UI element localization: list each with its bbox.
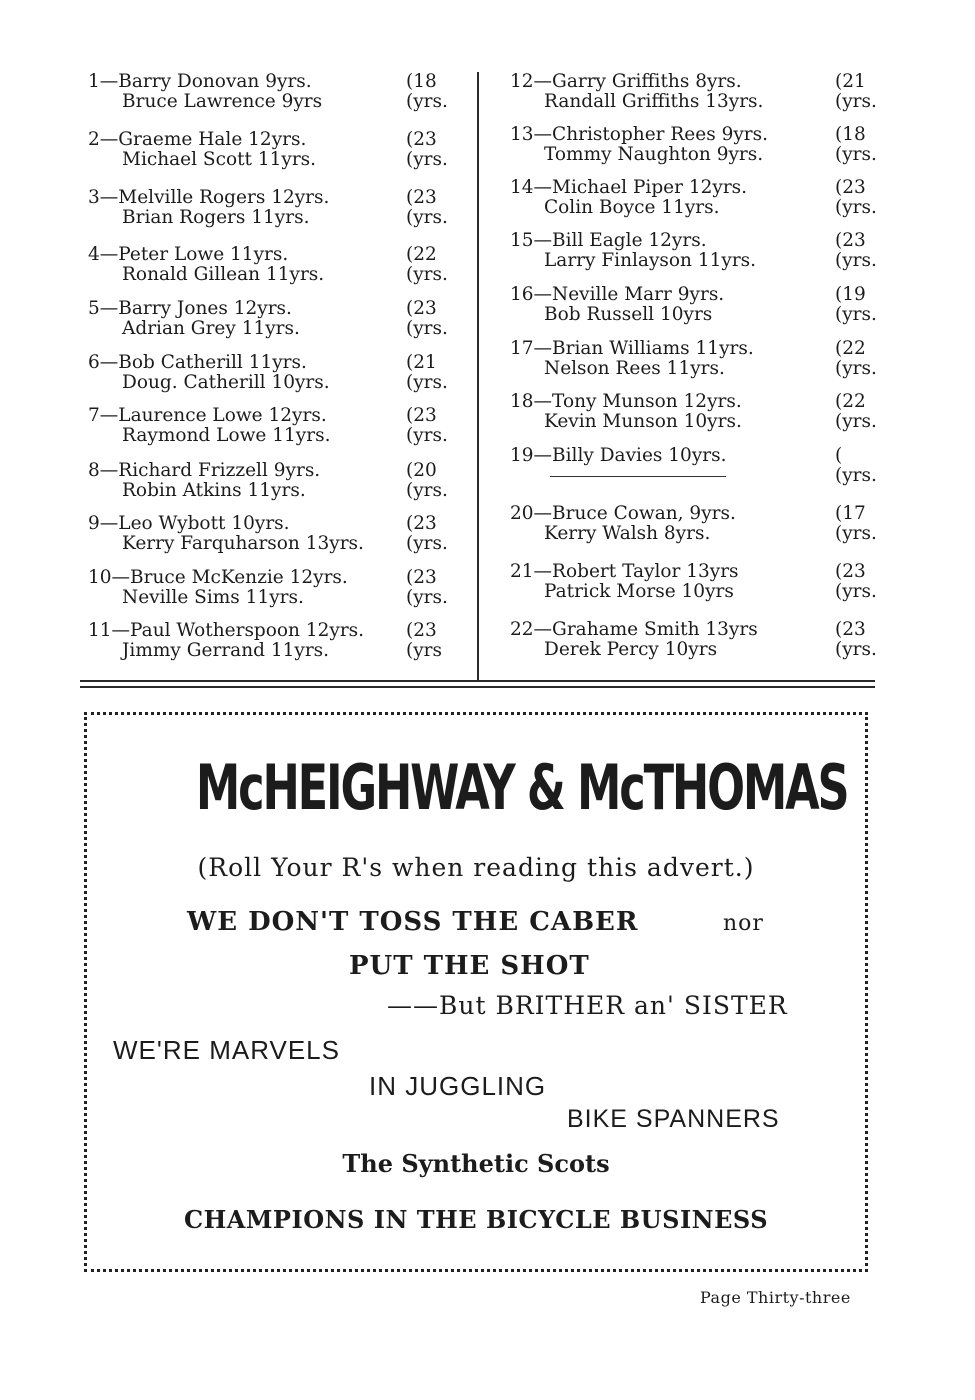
entry-13 <box>510 125 882 165</box>
entry-line-1 <box>88 245 458 265</box>
entry-age-open: (18 <box>835 124 866 145</box>
entry-10 <box>88 568 458 608</box>
entry-age-close: (yrs. <box>835 581 877 602</box>
entry-line-1 <box>88 514 458 534</box>
entry-line-1 <box>510 178 882 198</box>
entry-name-2: Jimmy Gerrand 11yrs. <box>122 640 330 661</box>
entry-dash: — <box>533 230 553 251</box>
entry-name-2: Randall Griffiths 13yrs. <box>544 91 764 112</box>
entry-number-name: 5 <box>88 298 100 319</box>
entry-line-2 <box>510 582 882 602</box>
entry-dash: — <box>99 244 119 265</box>
entry-age-open: (23 <box>406 567 437 588</box>
entry-age-open: (23 <box>835 230 866 251</box>
entry-line-2 <box>88 641 458 661</box>
entry-name-2: Ronald Gillean 11yrs. <box>122 264 325 285</box>
entry-dash: — <box>533 338 553 359</box>
entry-age-open: (17 <box>835 503 866 524</box>
entry-name-1: Bob Catherill 11yrs. <box>118 352 307 373</box>
entry-name-1: Richard Frizzell 9yrs. <box>118 460 321 481</box>
entry-dash: — <box>111 620 131 641</box>
entry-age-open: (22 <box>835 338 866 359</box>
entry-name-1: Robert Taylor 13yrs <box>552 561 739 582</box>
ad-synthetic-scots: The Synthetic Scots <box>342 1149 610 1178</box>
ad-caber-line: WE DON'T TOSS THE CABER <box>187 907 639 937</box>
entry-number-name: 19 <box>510 445 534 466</box>
entry-14 <box>510 178 882 218</box>
entry-age-open: (23 <box>406 187 437 208</box>
entry-number-name: 12 <box>510 71 534 92</box>
entry-name-1: Tony Munson 12yrs. <box>552 391 742 412</box>
entry-line-2 <box>510 524 882 544</box>
entry-line-2 <box>88 265 458 285</box>
entry-number-name: 9 <box>88 513 100 534</box>
advertisement-box <box>84 712 868 1272</box>
entry-dash: — <box>533 503 553 524</box>
entry-line-1 <box>510 72 882 92</box>
entry-11 <box>88 621 458 661</box>
entry-name-2: Kerry Walsh 8yrs. <box>544 523 711 544</box>
entry-dash: — <box>99 298 119 319</box>
entry-name-1: Neville Marr 9yrs. <box>552 284 725 305</box>
entry-age-close: (yrs. <box>406 318 448 339</box>
entry-dash: — <box>533 445 553 466</box>
entry-age-close: (yrs. <box>835 523 877 544</box>
entry-number-name: 10 <box>88 567 112 588</box>
entry-line-2 <box>88 92 458 112</box>
entry-dash: — <box>533 561 553 582</box>
entry-6 <box>88 353 458 393</box>
entry-number-name: 7 <box>88 405 100 426</box>
entry-age-close: (yrs. <box>406 480 448 501</box>
entry-number-name: 1 <box>88 71 100 92</box>
entry-age-open: (23 <box>406 298 437 319</box>
entry-line-1 <box>510 285 882 305</box>
entry-18 <box>510 392 882 432</box>
entry-dash: — <box>99 460 119 481</box>
entry-name-1: Michael Piper 12yrs. <box>552 177 748 198</box>
entry-line-1 <box>88 406 458 426</box>
entry-dash: — <box>99 129 119 150</box>
entry-name-1: Barry Jones 12yrs. <box>118 298 292 319</box>
entry-age-open: (22 <box>406 244 437 265</box>
entry-name-2: Derek Percy 10yrs <box>544 639 718 660</box>
entry-number-name: 17 <box>510 338 534 359</box>
entry-age-close: (yrs. <box>835 358 877 379</box>
column-divider <box>477 72 479 680</box>
entry-dash: — <box>99 352 119 373</box>
entry-dash: — <box>533 391 553 412</box>
entry-line-2 <box>510 640 882 660</box>
entry-8 <box>88 461 458 501</box>
page-number: Page Thirty-three <box>700 1288 851 1307</box>
entry-age-open: ( <box>835 445 843 466</box>
entry-name-1: Melville Rogers 12yrs. <box>118 187 330 208</box>
entry-name-2: Nelson Rees 11yrs. <box>544 358 725 379</box>
entry-line-2 <box>88 150 458 170</box>
entry-line-2 <box>510 198 882 218</box>
ad-spanners-line: BIKE SPANNERS <box>567 1105 780 1133</box>
entry-line-1 <box>510 231 882 251</box>
entry-dash: — <box>111 567 131 588</box>
entry-22 <box>510 620 882 660</box>
entry-number-name: 3 <box>88 187 100 208</box>
entry-age-open: (22 <box>835 391 866 412</box>
entry-line-2 <box>510 305 882 325</box>
entry-name-1: Christopher Rees 9yrs. <box>552 124 769 145</box>
entry-age-close: (yrs. <box>406 149 448 170</box>
entry-line-2 <box>510 359 882 379</box>
entry-number-name: 4 <box>88 244 100 265</box>
entry-age-close: (yrs <box>406 640 443 661</box>
entry-age-close: (yrs. <box>835 411 877 432</box>
entry-dash: — <box>99 71 119 92</box>
entry-age-open: (23 <box>835 619 866 640</box>
entry-line-1 <box>88 353 458 373</box>
entry-number-name: 14 <box>510 177 534 198</box>
entry-name-2: Robin Atkins 11yrs. <box>122 480 306 501</box>
entry-age-close: (yrs. <box>835 91 877 112</box>
entry-age-open: (21 <box>835 71 866 92</box>
entry-line-2 <box>88 588 458 608</box>
entry-line-1 <box>510 125 882 145</box>
entry-age-open: (18 <box>406 71 437 92</box>
entry-age-close: (yrs. <box>835 250 877 271</box>
entry-line-1 <box>88 568 458 588</box>
entry-9 <box>88 514 458 554</box>
entry-name-1: Barry Donovan 9yrs. <box>118 71 312 92</box>
entry-name-1: Bill Eagle 12yrs. <box>552 230 707 251</box>
entry-age-open: (23 <box>406 513 437 534</box>
entry-name-2: Doug. Catherill 10yrs. <box>122 372 330 393</box>
entry-15 <box>510 231 882 271</box>
entry-number-name: 8 <box>88 460 100 481</box>
entry-name-2: Tommy Naughton 9yrs. <box>544 144 764 165</box>
entry-line-1 <box>510 339 882 359</box>
section-rule-top <box>80 680 875 682</box>
ad-marvels-line: WE'RE MARVELS <box>113 1035 340 1065</box>
entry-line-2 <box>88 373 458 393</box>
entry-number-name: 22 <box>510 619 534 640</box>
entry-name-1: Bruce Cowan, 9yrs. <box>552 503 736 524</box>
entry-dash: — <box>533 177 553 198</box>
entry-line-2 <box>88 319 458 339</box>
entry-dash: — <box>533 619 553 640</box>
entry-age-close: (yrs. <box>835 639 877 660</box>
entry-2 <box>88 130 458 170</box>
entry-age-close: (yrs. <box>406 533 448 554</box>
entry-age-close: (yrs. <box>835 197 877 218</box>
entry-name-2: Bob Russell 10yrs <box>544 304 713 325</box>
entry-line-1 <box>88 461 458 481</box>
entry-line-1 <box>88 72 458 92</box>
entry-name-2: Bruce Lawrence 9yrs <box>122 91 323 112</box>
entry-name-2: Neville Sims 11yrs. <box>122 587 304 608</box>
entry-age-close: (yrs. <box>406 587 448 608</box>
entry-dash: — <box>99 513 119 534</box>
entry-number-name: 13 <box>510 124 534 145</box>
entry-number-name: 2 <box>88 129 100 150</box>
entry-line-2 <box>510 145 882 165</box>
entry-age-close: (yrs. <box>406 91 448 112</box>
entry-age-open: (23 <box>835 561 866 582</box>
entry-line-2 <box>88 534 458 554</box>
ad-brither-line: ——But BRITHER an' SISTER <box>387 991 788 1020</box>
entry-line-1 <box>510 562 882 582</box>
entry-3 <box>88 188 458 228</box>
entry-name-1: Laurence Lowe 12yrs. <box>118 405 327 426</box>
entry-age-close: (yrs. <box>406 425 448 446</box>
entry-19 <box>510 446 882 486</box>
entry-name-2: Raymond Lowe 11yrs. <box>122 425 331 446</box>
entry-age-open: (23 <box>406 405 437 426</box>
ad-title: McHEIGHWAY & McTHOMAS <box>195 751 848 824</box>
ad-juggling-line: IN JUGGLING <box>369 1071 547 1101</box>
ad-nor: nor <box>723 911 764 936</box>
entry-21 <box>510 562 882 602</box>
entry-number-name: 6 <box>88 352 100 373</box>
entry-name-1: Leo Wybott 10yrs. <box>118 513 290 534</box>
entry-name-1: Garry Griffiths 8yrs. <box>552 71 742 92</box>
entry-age-close: (yrs. <box>835 304 877 325</box>
entry-line-2 <box>88 481 458 501</box>
entry-age-open: (20 <box>406 460 437 481</box>
entry-age-open: (23 <box>406 620 437 641</box>
entry-dash: — <box>533 71 553 92</box>
blank-name-line <box>550 476 726 477</box>
ad-champions-line: CHAMPIONS IN THE BICYCLE BUSINESS <box>183 1205 769 1234</box>
entry-dash: — <box>533 284 553 305</box>
entry-age-open: (19 <box>835 284 866 305</box>
entry-name-1: Peter Lowe 11yrs. <box>118 244 289 265</box>
entry-age-close: (yrs. <box>835 465 877 486</box>
entry-line-1 <box>88 299 458 319</box>
entry-number-name: 18 <box>510 391 534 412</box>
entry-name-1: Graeme Hale 12yrs. <box>118 129 307 150</box>
entry-name-2: Colin Boyce 11yrs. <box>544 197 720 218</box>
entry-name-2: Brian Rogers 11yrs. <box>122 207 310 228</box>
entry-name-2: Kevin Munson 10yrs. <box>544 411 742 432</box>
entry-dash: — <box>99 405 119 426</box>
entry-name-2: Michael Scott 11yrs. <box>122 149 317 170</box>
entry-name-1: Bruce McKenzie 12yrs. <box>130 567 348 588</box>
entry-number-name: 15 <box>510 230 534 251</box>
entry-name-1: Paul Wotherspoon 12yrs. <box>130 620 365 641</box>
entry-line-1 <box>510 446 882 466</box>
entry-line-1 <box>88 130 458 150</box>
ad-shot-line: PUT THE SHOT <box>349 951 590 981</box>
entry-dash: — <box>99 187 119 208</box>
entry-age-open: (23 <box>835 177 866 198</box>
entry-number-name: 20 <box>510 503 534 524</box>
entry-line-2 <box>510 412 882 432</box>
entry-name-2: Adrian Grey 11yrs. <box>122 318 300 339</box>
entry-name-1: Billy Davies 10yrs. <box>552 445 727 466</box>
ad-roll-note: (Roll Your R's when reading this advert.) <box>197 853 755 882</box>
entry-line-2 <box>510 466 882 486</box>
entry-number-name: 21 <box>510 561 534 582</box>
entry-line-1 <box>88 188 458 208</box>
entry-line-1 <box>510 620 882 640</box>
entry-line-2 <box>510 251 882 271</box>
entry-line-2 <box>88 426 458 446</box>
entry-name-1: Grahame Smith 13yrs <box>552 619 758 640</box>
entry-line-2 <box>88 208 458 228</box>
entry-name-2: Larry Finlayson 11yrs. <box>544 250 757 271</box>
entry-number-name: 16 <box>510 284 534 305</box>
entry-dash: — <box>533 124 553 145</box>
section-rule-bottom <box>80 686 875 688</box>
entry-line-1 <box>510 392 882 412</box>
entry-17 <box>510 339 882 379</box>
entry-line-1 <box>88 621 458 641</box>
entry-4 <box>88 245 458 285</box>
entry-name-1: Brian Williams 11yrs. <box>552 338 754 359</box>
entry-age-close: (yrs. <box>835 144 877 165</box>
entry-age-close: (yrs. <box>406 372 448 393</box>
entry-name-2: Kerry Farquharson 13yrs. <box>122 533 364 554</box>
entry-line-2 <box>510 92 882 112</box>
entry-age-open: (23 <box>406 129 437 150</box>
entry-12 <box>510 72 882 112</box>
entry-age-open: (21 <box>406 352 437 373</box>
entry-age-close: (yrs. <box>406 264 448 285</box>
entry-number-name: 11 <box>88 620 112 641</box>
entry-5 <box>88 299 458 339</box>
entry-line-1 <box>510 504 882 524</box>
entry-16 <box>510 285 882 325</box>
entry-age-close: (yrs. <box>406 207 448 228</box>
entry-name-2: Patrick Morse 10yrs <box>544 581 734 602</box>
entry-7 <box>88 406 458 446</box>
entry-1 <box>88 72 458 112</box>
entry-20 <box>510 504 882 544</box>
